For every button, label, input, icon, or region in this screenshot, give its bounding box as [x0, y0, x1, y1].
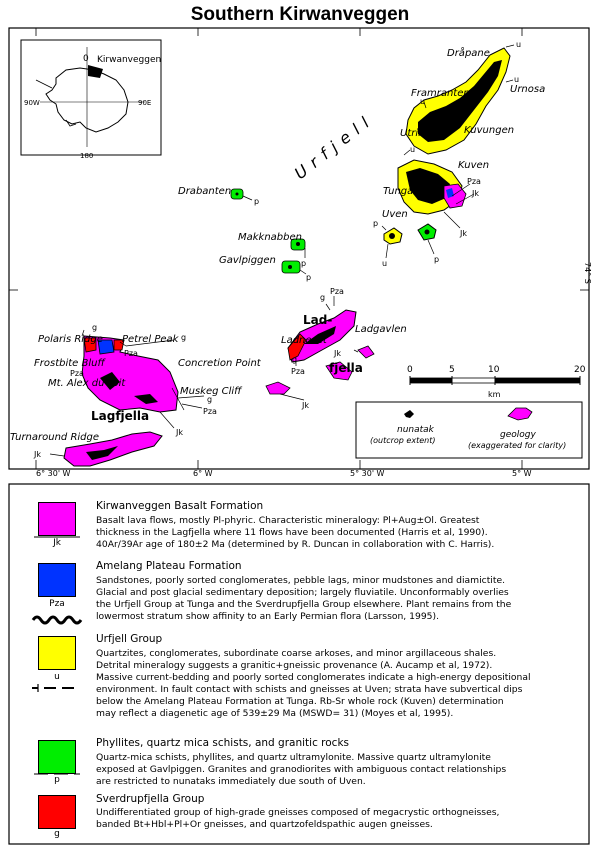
label-polaris-ridge: Polaris Ridge: [38, 334, 103, 345]
code-u-urnosa: u: [514, 75, 520, 84]
inset-map: [21, 40, 161, 160]
scale-unit: km: [488, 390, 501, 399]
code-jk-lagfjella: Jk: [176, 428, 183, 437]
code-pza-ladneset: Pza: [330, 287, 344, 296]
lon-label-3: 5° 30' W: [350, 469, 385, 478]
scale-tick-0: 0: [407, 365, 413, 375]
code-phyllites: p: [54, 775, 60, 785]
code-u-drapane: u: [516, 40, 522, 49]
lon-label-2: 6° W: [193, 469, 213, 478]
code-g-ladneset: g: [320, 293, 326, 302]
label-tunga: Tunga: [383, 186, 414, 197]
label-mt-alex-du-toit: Mt. Alex du Toit: [48, 378, 126, 389]
code-p-uven-south: p: [434, 255, 440, 264]
desc-line: lowermost stratum show affinity to an Early Permian flora (Larsson, 1995).: [96, 611, 440, 623]
desc-line: 40Ar/39Ar age of 180±2 Ma (determined by R. Duncan in collaboration with C. Harris).: [96, 539, 495, 551]
label-fjella: fjella: [329, 361, 363, 375]
desc-line: the Urfjell Group at Tunga and the Sverdrupfjella Group elsewhere. Plant remains from the: [96, 599, 512, 611]
label-ladneset: Ladneset: [281, 335, 327, 346]
code-u-tunga: u: [420, 169, 426, 178]
inset-label-0: 0: [83, 54, 89, 64]
unconformity-symbol: [33, 617, 81, 623]
label-gavlpiggen: Gavlpiggen: [219, 255, 276, 266]
label-lad: Lad-: [303, 313, 333, 327]
code-p-drabanten: p: [254, 197, 260, 206]
inset-label-180: 180: [80, 152, 94, 160]
latitude-label: 74° S: [583, 262, 592, 284]
scale-tick-5: 5: [449, 365, 455, 375]
code-urfjell: u: [54, 672, 60, 682]
key-nunatak: nunatak: [397, 425, 434, 435]
inset-label-90w: 90W: [24, 99, 40, 107]
key-nunatak-sub: (outcrop extent): [370, 436, 436, 445]
desc-line: are restricted to nunataks immediately due south of Uven.: [96, 776, 366, 788]
label-kuvungen: Kuvungen: [464, 125, 515, 136]
desc-line: environment. In fault contact with schists and gneisses at Uven; strata have subvertical dips: [96, 684, 523, 696]
desc-line: Glacial and post glacial sedimentary deposition; largely fluviatile. Unconformably overlies: [96, 587, 509, 599]
code-p-uven: p: [373, 219, 379, 228]
title-kirwanveggen: Kirwanveggen Basalt Formation: [96, 500, 264, 512]
code-pza-tunga: Pza: [467, 177, 481, 186]
swatch-kirwanveggen: [38, 502, 76, 536]
desc-line: banded Bt+Hbl+Pl+Or gneisses, and quartzofeldspathic augen gneisses.: [96, 819, 433, 831]
label-makknabben: Makknabben: [238, 232, 302, 243]
code-kirwanveggen: Jk: [53, 538, 61, 548]
lon-label-4: 5° W: [512, 469, 532, 478]
label-muskeg-cliff: Muskeg Cliff: [180, 386, 242, 397]
code-amelang: Pza: [49, 599, 65, 609]
title-sverdrupfjella: Sverdrupfjella Group: [96, 793, 205, 805]
code-g-petrel: g: [181, 333, 187, 342]
scale-tick-10: 10: [488, 365, 500, 375]
code-u-utrinden: u: [410, 145, 416, 154]
code-u-uven: u: [382, 259, 388, 268]
label-ladgavlen: Ladgavlen: [355, 324, 407, 335]
map-title: Southern Kirwanveggen: [190, 4, 410, 25]
desc-line: Quartzites, conglomerates, subordinate coarse arkoses, and minor argillaceous shales.: [96, 648, 497, 659]
lon-label-1: 6° 30' W: [36, 469, 71, 478]
code-u-kuvungen: u: [472, 93, 478, 102]
label-frostbite-bluff: Frostbite Bluff: [34, 358, 105, 369]
label-lagfjella: Lagfjella: [91, 409, 150, 423]
code-sverdrupfjella: g: [54, 829, 60, 839]
code-jk-ladneset: Jk: [334, 349, 341, 358]
title-urfjell: Urfjell Group: [96, 633, 163, 645]
code-u-framranten: u: [420, 97, 426, 106]
label-utrinden: Utrinden: [400, 128, 444, 139]
code-pza-muskeg: Pza: [203, 407, 217, 416]
label-urnosa: Urnosa: [510, 84, 546, 95]
label-drapane: Dråpane: [447, 48, 490, 59]
swatch-amelang: [38, 563, 76, 597]
code-g-muskeg: g: [207, 395, 213, 404]
scale-tick-20: 20: [574, 365, 586, 375]
code-pza-petrel: Pza: [124, 349, 138, 358]
code-jk-tunga: Jk: [472, 189, 479, 198]
map-key: [356, 402, 582, 458]
label-concretion-point: Concretion Point: [178, 358, 261, 369]
key-geology-sub: (exaggerated for clarity): [468, 441, 567, 450]
code-p-gavlpiggen: p: [306, 273, 312, 282]
code-g-polaris: g: [92, 323, 98, 332]
desc-line: may reflect a diagenetic age of 539±29 Ma (MSWD= 31) (Moyes et al, 1995).: [96, 708, 454, 720]
desc-line: Sandstones, poorly sorted conglomerates, pebble lags, minor mudstones and diamictite.: [96, 575, 506, 586]
label-framranten: Framranten: [411, 88, 470, 99]
desc-line: below the Amelang Plateau Formation at Tunga. Rb-Sr whole rock (Kuven) determination: [96, 696, 504, 708]
label-petrel-peak: Petrel Peak: [122, 334, 179, 345]
label-drabanten: Drabanten: [178, 186, 232, 197]
label-turnaround-ridge: Turnaround Ridge: [10, 432, 100, 443]
swatch-sverdrupfjella: [38, 795, 76, 829]
desc-line: thickness in the Lagfjella where 11 flows have been documented (Harris et al, 1990).: [96, 527, 488, 539]
desc-line: Basalt lava flows, mostly Pl-phyric. Characteristic mineralogy: Pl+Aug±Ol. Greatest: [96, 515, 480, 526]
code-jk-ladfjella: Jk: [302, 401, 309, 410]
code-jk-turnaround: Jk: [34, 450, 41, 459]
label-uven: Uven: [382, 209, 408, 220]
desc-line: Quartz-mica schists, phyllites, and quartz ultramylonite. Massive quartz ultramylonite: [96, 752, 491, 763]
label-kuven: Kuven: [458, 160, 490, 171]
swatch-phyllites: [38, 740, 76, 774]
code-p-makknabben: p: [301, 259, 307, 268]
desc-line: Detrital mineralogy suggests a granitic+gneissic provenance (A. Aucamp et al, 1972).: [96, 660, 493, 672]
key-geology: geology: [500, 430, 536, 440]
desc-line: Undifferentiated group of high-grade gneisses composed of megacrystic orthogneisses,: [96, 807, 500, 818]
title-phyllites: Phyllites, quartz mica schists, and granitic rocks: [96, 737, 350, 749]
code-g-ladneset-south: g: [292, 355, 298, 364]
region-label-urfjell: Urfjell: [290, 109, 379, 184]
inset-label-90e: 90E: [138, 99, 152, 107]
code-pza-frostbite: Pza: [70, 369, 84, 378]
longitude-labels: [36, 469, 532, 478]
code-pza-ladneset-south: Pza: [291, 367, 305, 376]
title-amelang: Amelang Plateau Formation: [96, 560, 242, 572]
desc-line: exposed at Gavlpiggen. Granites and granodiorites with ambiguous contact relationships: [96, 764, 507, 776]
desc-line: Massive current-bedding and poorly sorted conglomerates indicate a high-energy depositional: [96, 672, 531, 684]
swatch-urfjell: [38, 636, 76, 670]
code-jk-uven: Jk: [460, 229, 467, 238]
inset-label-kirwanveggen: Kirwanveggen: [97, 55, 162, 65]
